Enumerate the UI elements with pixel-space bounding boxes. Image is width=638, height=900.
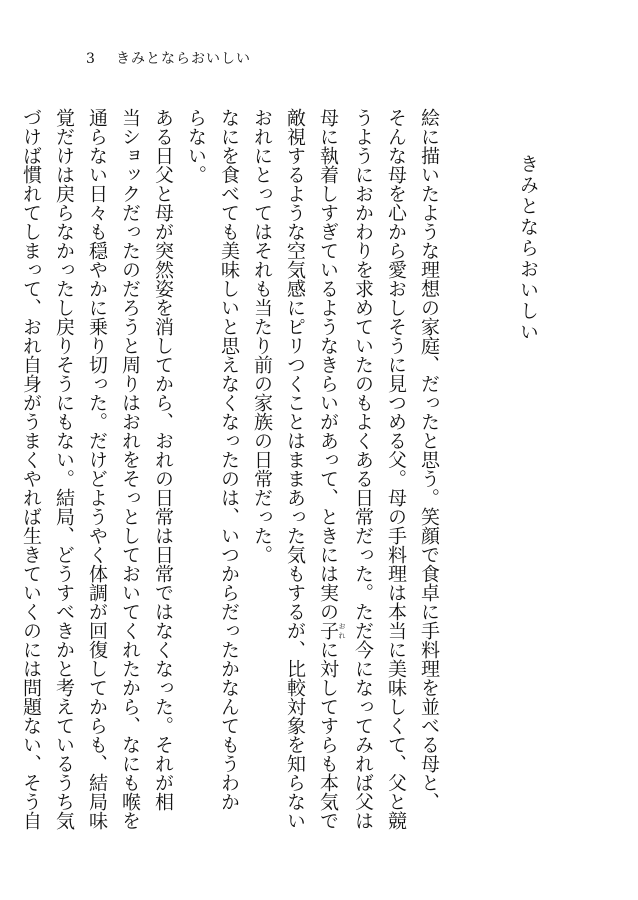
paragraph-1 — [245, 108, 445, 830]
vertical-text-body — [14, 108, 544, 830]
paragraph-3 — [14, 108, 179, 830]
text-line: そんな母を心から愛おしそうに見つめる父。母の手料理は本当に美味しくて、父と競 — [385, 108, 407, 830]
text-line: 覚だけは戻らなかったし戻りそうにもない。結局、どうすべきかと考えているうち気 — [53, 108, 75, 830]
text-line: おれにとってはそれも当たり前の家族の日常だった。 — [251, 108, 273, 564]
text-line: 当ショックだったのだろうと周りはおれをそっとしておいてくれたから、なにも喉を — [119, 108, 141, 830]
page-number: 3 — [86, 51, 96, 67]
paragraph-2 — [179, 108, 245, 811]
running-title: きみとならおいしい — [116, 51, 251, 67]
ruby-reading: おれ — [338, 621, 346, 640]
text-line: なにを食べても美味しいと思えなくなったのは、いつからだったかなんてもうわか — [218, 108, 240, 811]
text-line: 敵視するような空気感にピリつくことはままあった気もするが、比較対象を知らない — [284, 108, 306, 830]
text-line: 絵に描いたような理想の家庭、だったと思う。笑顔で食卓に手料理を並べる母と、 — [418, 108, 440, 811]
text-line-with-ruby: 母に執着しすぎているようなきらいがあって、ときには実の子 おれに対してすらも本気で — [317, 108, 346, 830]
text-line: らない。 — [185, 108, 207, 184]
running-header — [86, 48, 251, 68]
text-line: 通らない日々も穏やかに乗り切った。だけどようやく体調が回復してからも、結局味 — [86, 108, 108, 830]
chapter-title: きみとならおいしい — [517, 154, 539, 343]
text-line: ある日父と母が突然姿を消してから、おれの日常は日常ではなくなった。それが相 — [152, 108, 174, 811]
text-line: うようにおかわりを求めていたのもよくある日常だった。ただ今になってみれば父は — [352, 108, 374, 830]
text-line: づけば慣れてしまって、おれ自身がうまくやれば生きていくのには問題ない、そう自 — [20, 108, 42, 830]
ruby-annotation: 子 おれ — [317, 621, 346, 640]
